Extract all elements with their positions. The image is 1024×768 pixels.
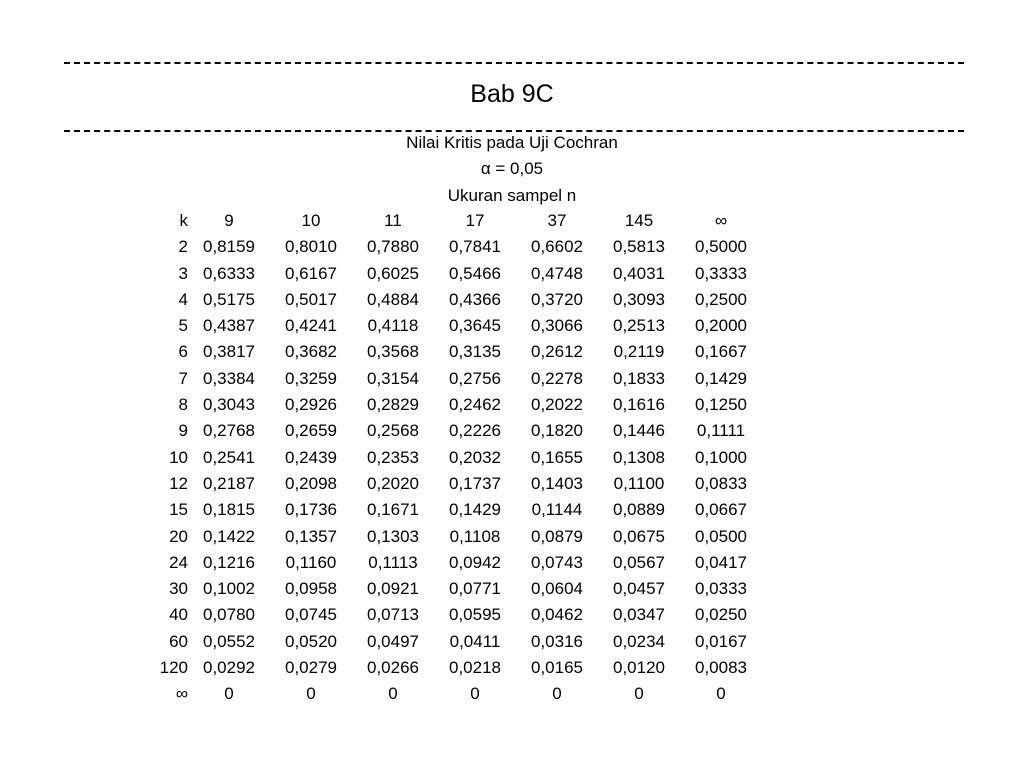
critical-value-cell: 0,2098 [285, 473, 337, 493]
critical-value-cell: 0,2513 [613, 316, 665, 336]
critical-value-cell: 0,3154 [367, 368, 419, 388]
critical-value-cell: 0,0921 [367, 579, 419, 599]
critical-value-cell: 0,3682 [285, 342, 337, 362]
critical-value-cell: 0,2659 [285, 421, 337, 441]
critical-value-cell: 0,7880 [367, 237, 419, 257]
critical-value-cell: 0,0316 [531, 631, 583, 651]
k-value-cell: 60 [169, 631, 188, 651]
critical-value-cell: 0,0411 [449, 631, 501, 651]
critical-value-cell: 0,4366 [449, 289, 501, 309]
critical-value-cell: 0,0675 [613, 526, 665, 546]
critical-value-cell: 0,8159 [203, 237, 255, 257]
critical-value-cell: 0,0942 [449, 552, 501, 572]
table-row [140, 313, 762, 339]
cochran-critical-values-table [140, 208, 762, 708]
critical-value-cell: 0,1616 [613, 395, 665, 415]
k-value-cell: 5 [178, 316, 188, 336]
table-row [140, 602, 762, 628]
critical-value-cell: 0,1736 [285, 500, 337, 520]
critical-value-cell: 0,0743 [531, 552, 583, 572]
critical-value-cell: 0,8010 [285, 237, 337, 257]
critical-value-cell: 0,5000 [695, 237, 747, 257]
critical-value-cell: 0,0347 [613, 605, 665, 625]
critical-value-cell: 0,1144 [531, 500, 583, 520]
critical-value-cell: 0,2500 [695, 289, 747, 309]
critical-value-cell: 0,1737 [449, 473, 501, 493]
critical-value-cell: 0,5017 [285, 289, 337, 309]
k-value-cell: 30 [169, 579, 188, 599]
table-row [140, 655, 762, 681]
critical-value-cell: 0,4387 [203, 316, 255, 336]
critical-value-cell: 0,1820 [531, 421, 583, 441]
critical-value-cell: 0,3066 [531, 316, 583, 336]
table-caption: Nilai Kritis pada Uji Cochran [406, 133, 618, 152]
k-value-cell: 24 [169, 552, 188, 572]
table-row [140, 550, 762, 576]
critical-value-cell: 0,2756 [449, 368, 501, 388]
table-row [140, 681, 762, 707]
n-column-header: 9 [224, 211, 234, 230]
critical-value-cell: 0,2020 [367, 473, 419, 493]
critical-value-cell: 0 [552, 684, 562, 704]
critical-value-cell: 0,3135 [449, 342, 501, 362]
critical-value-cell: 0 [388, 684, 398, 704]
critical-value-cell: 0,1303 [367, 526, 419, 546]
table-row [140, 261, 762, 287]
critical-value-cell: 0,0604 [531, 579, 583, 599]
critical-value-cell: 0,0497 [367, 631, 419, 651]
critical-value-cell: 0,2000 [695, 316, 747, 336]
critical-value-cell: 0,0279 [285, 658, 337, 678]
critical-value-cell: 0,2768 [203, 421, 255, 441]
critical-value-cell: 0,2187 [203, 473, 255, 493]
critical-value-cell: 0,1113 [368, 552, 418, 572]
k-value-cell: 2 [178, 237, 188, 257]
critical-value-cell: 0,1357 [285, 526, 337, 546]
table-row [140, 576, 762, 602]
critical-value-cell: 0,3645 [449, 316, 501, 336]
table-row [140, 339, 762, 365]
critical-value-cell: 0,0083 [695, 658, 747, 678]
critical-value-cell: 0,1002 [203, 579, 255, 599]
critical-value-cell: 0,2541 [203, 447, 255, 467]
critical-value-cell: 0,0879 [531, 526, 583, 546]
critical-value-cell: 0 [716, 684, 726, 704]
table-row [140, 471, 762, 497]
critical-value-cell: 0,2022 [531, 395, 583, 415]
table-body [140, 234, 762, 707]
table-row [140, 524, 762, 550]
critical-value-cell: 0,1655 [531, 447, 583, 467]
critical-value-cell: 0,2032 [449, 447, 501, 467]
critical-value-cell: 0,0889 [613, 500, 665, 520]
critical-value-cell: 0,5175 [203, 289, 255, 309]
table-row [140, 234, 762, 260]
critical-value-cell: 0,4884 [367, 289, 419, 309]
critical-value-cell: 0,2226 [449, 421, 501, 441]
critical-value-cell: 0 [306, 684, 316, 704]
critical-value-cell: 0,4031 [613, 263, 665, 283]
table-row [140, 445, 762, 471]
k-value-cell: ∞ [175, 684, 188, 704]
table-row [140, 392, 762, 418]
critical-value-cell: 0,0833 [695, 473, 747, 493]
critical-value-cell: 0,2439 [285, 447, 337, 467]
critical-value-cell: 0,0292 [203, 658, 255, 678]
critical-value-cell: 0,2278 [531, 368, 583, 388]
critical-value-cell: 0,1111 [696, 421, 746, 441]
critical-value-cell: 0,1429 [449, 500, 501, 520]
n-column-header: 37 [547, 211, 567, 230]
n-column-header: 10 [301, 211, 321, 230]
critical-value-cell: 0,1815 [203, 500, 255, 520]
critical-value-cell: 0,6333 [203, 263, 255, 283]
critical-value-cell: 0,1308 [613, 447, 665, 467]
critical-value-cell: 0 [470, 684, 480, 704]
critical-value-cell: 0,6602 [531, 237, 583, 257]
top-dashed-divider [64, 62, 964, 64]
critical-value-cell: 0,3817 [203, 342, 255, 362]
critical-value-cell: 0,1671 [367, 500, 419, 520]
critical-value-cell: 0,0500 [695, 526, 747, 546]
critical-value-cell: 0,0457 [613, 579, 665, 599]
critical-value-cell: 0,6167 [285, 263, 337, 283]
alpha-level: α = 0,05 [480, 159, 544, 178]
critical-value-cell: 0,4241 [285, 316, 337, 336]
critical-value-cell: 0,0120 [613, 658, 665, 678]
critical-value-cell: 0,0462 [531, 605, 583, 625]
critical-value-cell: 0,3093 [613, 289, 665, 309]
k-value-cell: 3 [178, 263, 188, 283]
k-value-cell: 20 [169, 526, 188, 546]
critical-value-cell: 0,1667 [695, 342, 747, 362]
k-value-cell: 6 [178, 342, 188, 362]
k-value-cell: 15 [169, 500, 188, 520]
critical-value-cell: 0,0713 [367, 605, 419, 625]
n-column-header: 11 [384, 211, 402, 230]
k-value-cell: 12 [169, 473, 188, 493]
critical-value-cell: 0,2353 [367, 447, 419, 467]
critical-value-cell: 0,1216 [203, 552, 255, 572]
critical-value-cell: 0,1100 [613, 473, 665, 493]
critical-value-cell: 0,6025 [367, 263, 419, 283]
critical-value-cell: 0,1446 [613, 421, 665, 441]
critical-value-cell: 0,1429 [695, 368, 747, 388]
table-header-row [140, 208, 762, 234]
critical-value-cell: 0,0595 [449, 605, 501, 625]
critical-value-cell: 0,0167 [695, 631, 747, 651]
critical-value-cell: 0,1250 [695, 395, 747, 415]
critical-value-cell: 0,0250 [695, 605, 747, 625]
k-value-cell: 10 [169, 447, 188, 467]
critical-value-cell: 0,1833 [613, 368, 665, 388]
critical-value-cell: 0,1403 [531, 473, 583, 493]
critical-value-cell: 0,1160 [285, 552, 337, 572]
critical-value-cell: 0,1000 [695, 447, 747, 467]
critical-value-cell: 0 [224, 684, 234, 704]
critical-value-cell: 0,3259 [285, 368, 337, 388]
critical-value-cell: 0,0552 [203, 631, 255, 651]
n-column-header: ∞ [714, 211, 728, 230]
k-value-cell: 120 [159, 658, 188, 678]
table-row [140, 629, 762, 655]
critical-value-cell: 0,0667 [695, 500, 747, 520]
k-value-cell: 40 [169, 605, 188, 625]
critical-value-cell: 0,3568 [367, 342, 419, 362]
critical-value-cell: 0,0567 [613, 552, 665, 572]
critical-value-cell: 0,2926 [285, 395, 337, 415]
k-value-cell: 4 [178, 289, 188, 309]
table-row [140, 418, 762, 444]
critical-value-cell: 0,5466 [449, 263, 501, 283]
critical-value-cell: 0,2462 [449, 395, 501, 415]
critical-value-cell: 0,0165 [531, 658, 583, 678]
k-value-cell: 7 [178, 368, 188, 388]
k-column-header: k [179, 211, 188, 230]
critical-value-cell: 0,3384 [203, 368, 255, 388]
table-row [140, 366, 762, 392]
critical-value-cell: 0,4118 [367, 316, 419, 336]
critical-value-cell: 0,0218 [449, 658, 501, 678]
critical-value-cell: 0,1108 [449, 526, 501, 546]
critical-value-cell: 0,3043 [203, 395, 255, 415]
critical-value-cell: 0,0745 [285, 605, 337, 625]
n-column-header: 145 [624, 211, 654, 230]
critical-value-cell: 0,1422 [203, 526, 255, 546]
critical-value-cell: 0,2612 [531, 342, 583, 362]
critical-value-cell: 0 [634, 684, 644, 704]
critical-value-cell: 0,5813 [613, 237, 665, 257]
critical-value-cell: 0,4748 [531, 263, 583, 283]
table-row [140, 497, 762, 523]
k-value-cell: 8 [178, 395, 188, 415]
bottom-dashed-divider [64, 130, 964, 132]
critical-value-cell: 0,2119 [613, 342, 665, 362]
table-row [140, 287, 762, 313]
critical-value-cell: 0,2568 [367, 421, 419, 441]
critical-value-cell: 0,7841 [449, 237, 501, 257]
critical-value-cell: 0,0958 [285, 579, 337, 599]
critical-value-cell: 0,0771 [449, 579, 501, 599]
critical-value-cell: 0,3720 [531, 289, 583, 309]
critical-value-cell: 0,2829 [367, 395, 419, 415]
page-title: Bab 9C [470, 80, 554, 108]
k-value-cell: 9 [178, 421, 188, 441]
critical-value-cell: 0,0520 [285, 631, 337, 651]
critical-value-cell: 0,3333 [695, 263, 747, 283]
n-column-header: 17 [465, 211, 485, 230]
critical-value-cell: 0,0333 [695, 579, 747, 599]
critical-value-cell: 0,0234 [613, 631, 665, 651]
sample-size-label: Ukuran sampel n [447, 186, 577, 205]
critical-value-cell: 0,0266 [367, 658, 419, 678]
critical-value-cell: 0,0780 [203, 605, 255, 625]
critical-value-cell: 0,0417 [695, 552, 747, 572]
